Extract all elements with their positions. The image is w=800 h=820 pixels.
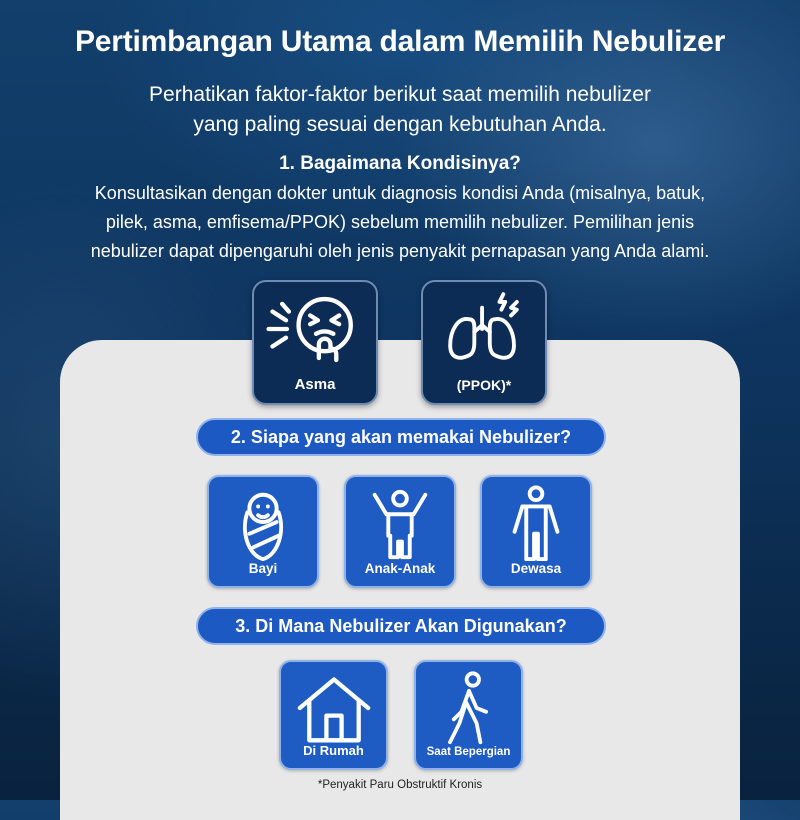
walking-person-icon bbox=[420, 670, 518, 746]
tile-asma-label: Asma bbox=[294, 376, 336, 393]
lungs-icon bbox=[426, 290, 542, 368]
house-icon bbox=[285, 670, 383, 746]
section2-heading: 2. Siapa yang akan memakai Nebulizer? bbox=[196, 418, 606, 456]
subtitle-line-2: yang paling sesuai dengan kebutuhan Anda. bbox=[193, 113, 607, 136]
tile-bayi-label: Bayi bbox=[248, 561, 278, 576]
tile-saat-bepergian-label: Saat Bepergian bbox=[426, 746, 511, 758]
section1-heading: 1. Bagaimana Kondisinya? bbox=[279, 153, 521, 174]
baby-icon bbox=[213, 485, 313, 563]
tile-anak-anak bbox=[344, 475, 456, 588]
tile-di-rumah-label: Di Rumah bbox=[303, 743, 364, 758]
tile-saat-bepergian bbox=[414, 660, 523, 770]
tile-ppok-label: (PPOK)* bbox=[456, 377, 512, 393]
tile-ppok bbox=[421, 280, 547, 405]
tile-dewasa-label: Dewasa bbox=[510, 561, 562, 576]
adult-icon bbox=[486, 485, 586, 563]
section1-body-line-1: Konsultasikan dengan dokter untuk diagnosis kondisi Anda (misalnya, batuk, bbox=[94, 183, 706, 203]
footnote: *Penyakit Paru Obstruktif Kronis bbox=[317, 779, 483, 791]
tile-di-rumah bbox=[279, 660, 388, 770]
child-icon bbox=[350, 485, 450, 563]
subtitle-line-1: Perhatikan faktor-faktor berikut saat memilih nebulizer bbox=[149, 83, 651, 106]
section3-heading: 3. Di Mana Nebulizer Akan Digunakan? bbox=[196, 607, 606, 645]
tile-asma bbox=[252, 280, 378, 405]
section1-body-line-3: nebulizer dapat dipengaruhi oleh jenis penyakit pernapasan yang Anda alami. bbox=[90, 241, 710, 261]
tile-anak-anak-label: Anak-Anak bbox=[364, 561, 436, 576]
tile-dewasa bbox=[480, 475, 592, 588]
coughing-face-icon bbox=[257, 290, 373, 368]
tile-bayi bbox=[207, 475, 319, 588]
section1-body-line-2: pilek, asma, emfisema/PPOK) sebelum memilih nebulizer. Pemilihan jenis bbox=[105, 212, 695, 232]
page-title: Pertimbangan Utama dalam Memilih Nebulizer bbox=[74, 25, 726, 58]
